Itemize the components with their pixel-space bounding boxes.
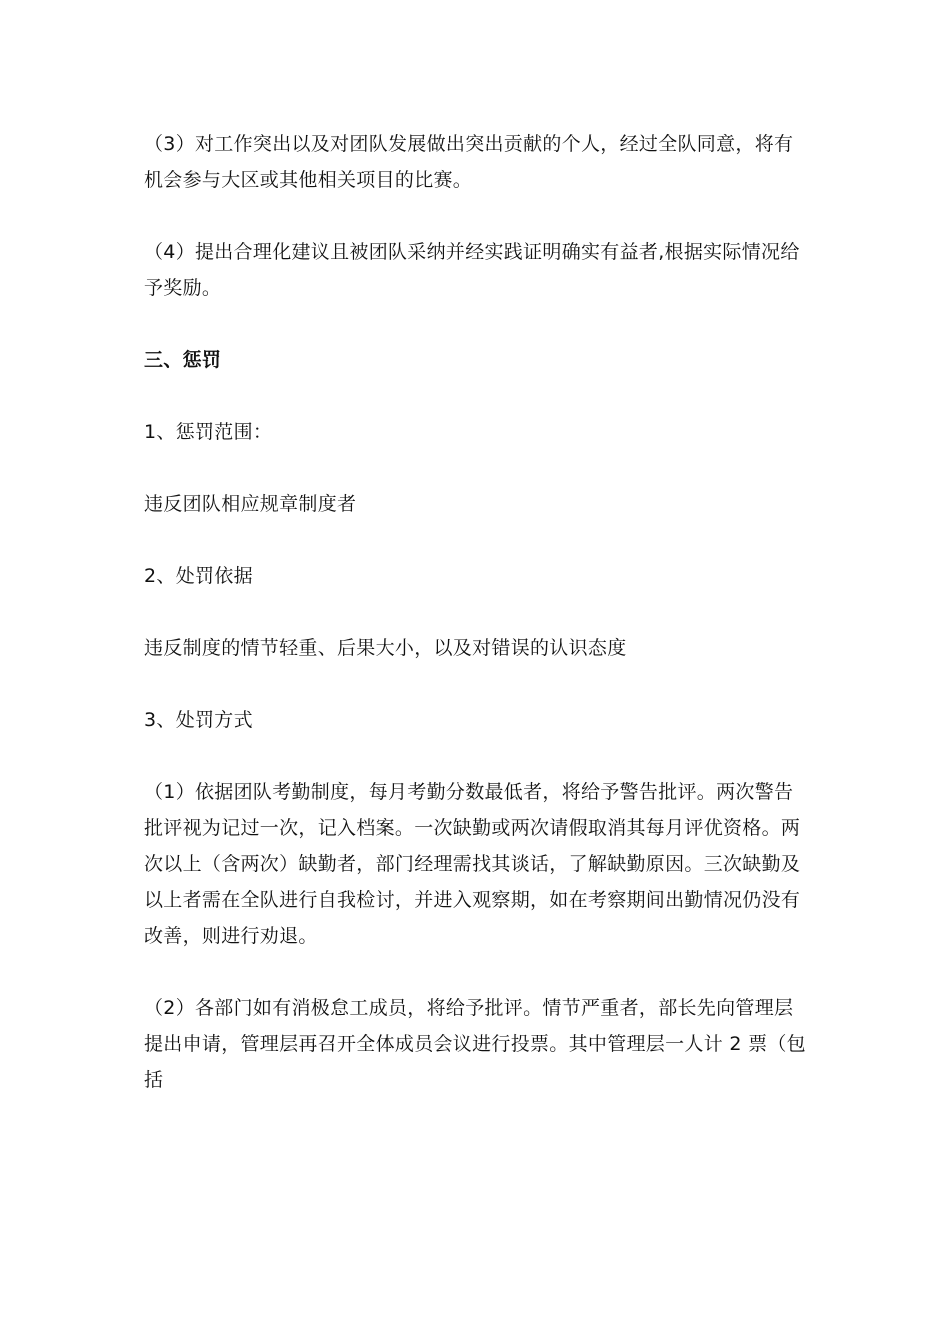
subheading-punishment-method: 3、处罚方式: [144, 709, 253, 731]
punishment-basis-text: 违反制度的情节轻重、后果大小，以及对错误的认识态度: [144, 637, 627, 659]
section-heading-punishment: 三、惩罚: [144, 349, 222, 371]
punishment-method-1: （1）依据团队考勤制度，每月考勤分数最低者，将给予警告批评。两次警告批评视为记过一次，记入档案。一次缺勤或两次请假取消其每月评优资格。两次以上（含两次）缺勤者，部门经理需找其谈话，了解缺勤原因。三次缺勤及以上者需在全队进行自我检讨，并进入观察期，如在考察期间出勤情况仍没有改善，则进行劝退。: [144, 781, 801, 947]
subheading-punishment-basis: 2、处罚依据: [144, 565, 253, 587]
punishment-scope-text: 违反团队相应规章制度者: [144, 493, 357, 515]
subheading-punishment-scope: 1、惩罚范围：: [144, 421, 273, 443]
document-page: [144, 126, 810, 1098]
reward-item-3: （3）对工作突出以及对团队发展做出突出贡献的个人，经过全队同意，将有机会参与大区或其他相关项目的比赛。: [144, 133, 794, 191]
punishment-method-2: （2）各部门如有消极怠工成员，将给予批评。情节严重者，部长先向管理层提出申请，管理层再召开全体成员会议进行投票。其中管理层一人计 2 票（包括: [144, 997, 806, 1091]
reward-item-4: （4）提出合理化建议且被团队采纳并经实践证明确实有益者,根据实际情况给予奖励。: [144, 241, 800, 299]
